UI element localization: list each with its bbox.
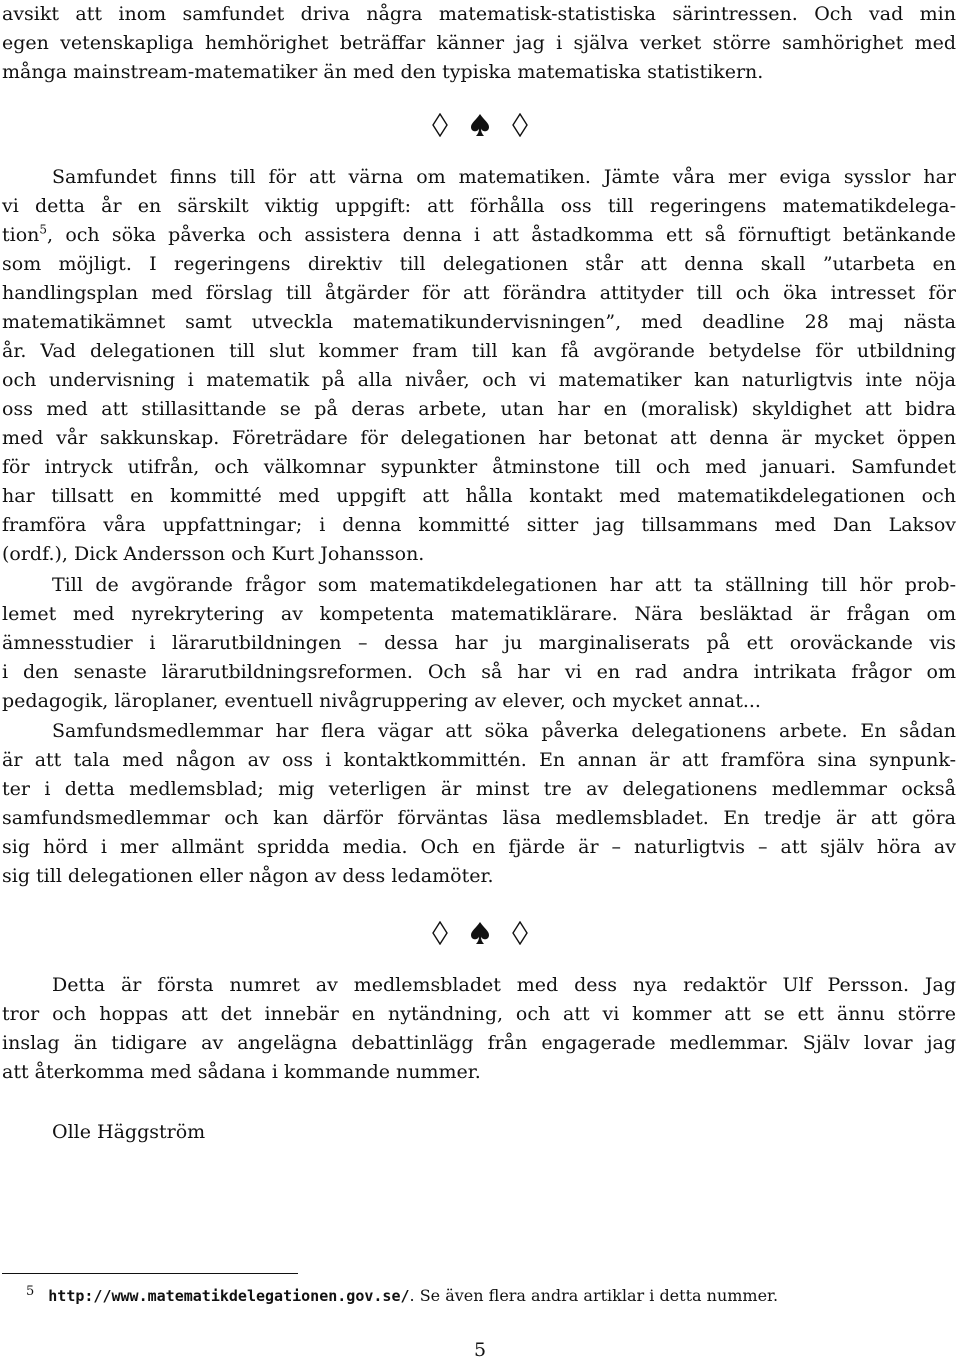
footnote xyxy=(2,1280,778,1308)
body-text-line: framföra våra uppfattningar; i denna kommitté sitter jag tillsammans med Dan Laksov xyxy=(2,514,956,536)
body-text-line: ter i detta medlemsblad; mig veterligen är minst tre av delegationens medlemmar också xyxy=(2,778,956,800)
diamond-outline-icon xyxy=(432,921,448,945)
body-text-line: Detta är första numret av medlemsbladet med dess nya redaktör Ulf Persson. Jag xyxy=(52,974,956,996)
body-text-line: vi detta år en särskilt viktig uppgift: att förhålla oss till regeringens matematikdelega- xyxy=(2,195,956,217)
body-text-line: år. Vad delegationen till slut kommer fram till kan få avgörande betydelse för utbildning xyxy=(2,340,956,362)
diamond-outline-icon xyxy=(512,113,528,137)
page-number: 5 xyxy=(473,1339,487,1361)
body-text-line: sig hörd i mer allmänt spridda media. Och en fjärde är – naturligtvis – att själv höra av xyxy=(2,836,956,858)
body-text-line: för intryck utifrån, och välkomnar sypunkter åtminstone till och med januari. Samfundet xyxy=(2,456,956,478)
body-text-line: tror och hoppas att det innebär en nytändning, och att vi kommer att se ett ännu större xyxy=(2,1003,956,1025)
body-text-line: som möjligt. I regeringens direktiv till delegationen står att denna skall ”utarbeta en xyxy=(2,253,956,275)
section-divider xyxy=(0,110,960,140)
body-text-line: sig till delegationen eller någon av dess ledamöter. xyxy=(2,865,494,887)
body-text-line: avsikt att inom samfundet driva några matematisk-statistiska särintressen. Och vad min xyxy=(2,3,956,25)
body-text-line: ämnesstudier i lärarutbildningen – dessa har ju marginaliserats på ett oroväckande vis xyxy=(2,632,956,654)
spade-icon xyxy=(470,113,490,137)
footnote-text: . Se även flera andra artiklar i detta nummer. xyxy=(409,1286,779,1305)
body-text-line: oss med att stillasittande se på deras arbete, utan har en (moralisk) skyldighet att bidra xyxy=(2,398,956,420)
body-text-line: matematikämnet samt utveckla matematikundervisningen”, med deadline 28 maj nästa xyxy=(2,311,956,333)
body-text-line: (ordf.), Dick Andersson och Kurt Johansson. xyxy=(2,543,425,565)
body-text-line: att återkomma med sådana i kommande nummer. xyxy=(2,1061,481,1083)
body-text-line: egen vetenskapliga hemhörighet beträffar känner jag i själva verket större samhörighet med xyxy=(2,32,956,54)
body-text-line: Till de avgörande frågor som matematikdelegationen har att ta ställning till hör prob- xyxy=(52,574,956,596)
body-text-line: i den senaste lärarutbildningsreformen. Och så har vi en rad andra intrikata frågor om xyxy=(2,661,956,683)
footnote-link[interactable]: http://www.matematikdelegationen.gov.se/ xyxy=(48,1287,410,1305)
body-text-line: är att tala med någon av oss i kontaktkommittén. En annan är att framföra sina synpunk- xyxy=(2,749,956,771)
diamond-outline-icon xyxy=(512,921,528,945)
footnote-rule xyxy=(2,1273,298,1274)
body-text-line: inslag än tidigare av angelägna debattinlägg från engagerade medlemmar. Själv lovar jag xyxy=(2,1032,956,1054)
body-text-line xyxy=(2,221,956,250)
body-text-line: pedagogik, läroplaner, eventuell nivågruppering av elever, och mycket annat... xyxy=(2,690,761,712)
diamond-outline-icon xyxy=(432,113,448,137)
body-text-line: många mainstream-matematiker än med den typiska matematiska statistikern. xyxy=(2,61,764,83)
body-text-line: lemet med nyrekrytering av kompetenta matematiklärare. Nära besläktad är frågan om xyxy=(2,603,956,625)
body-text-line: Samfundet finns till för att värna om matematiken. Jämte våra mer eviga sysslor har xyxy=(52,166,956,188)
body-text-line: med vår sakkunskap. Företrädare för delegationen har betonat att denna är mycket öppen xyxy=(2,427,956,449)
body-text-line: har tillsatt en kommitté med uppgift att hålla kontakt med matematikdelegationen och xyxy=(2,485,956,507)
text-fragment: , och söka påverka och assistera denna i att åstadkomma ett så förnuftigt betänkande xyxy=(47,224,956,246)
footnote-mark: 5 xyxy=(26,1284,35,1299)
text-fragment: tion xyxy=(2,224,40,246)
body-text-line: samfundsmedlemmar och kan därför förväntas läsa medlemsbladet. En tredje är att göra xyxy=(2,807,956,829)
author-signature: Olle Häggström xyxy=(52,1121,206,1143)
section-divider xyxy=(0,918,960,948)
body-text-line: och undervisning i matematik på alla nivåer, och vi matematiker kan naturligtvis inte nöja xyxy=(2,369,956,391)
footnote-reference: 5 xyxy=(39,222,48,237)
body-text-line: Samfundsmedlemmar har flera vägar att söka påverka delegationens arbete. En sådan xyxy=(52,720,956,742)
spade-icon xyxy=(470,921,490,945)
body-text-line: handlingsplan med förslag till åtgärder för att förändra attityder till och öka intresset för xyxy=(2,282,956,304)
